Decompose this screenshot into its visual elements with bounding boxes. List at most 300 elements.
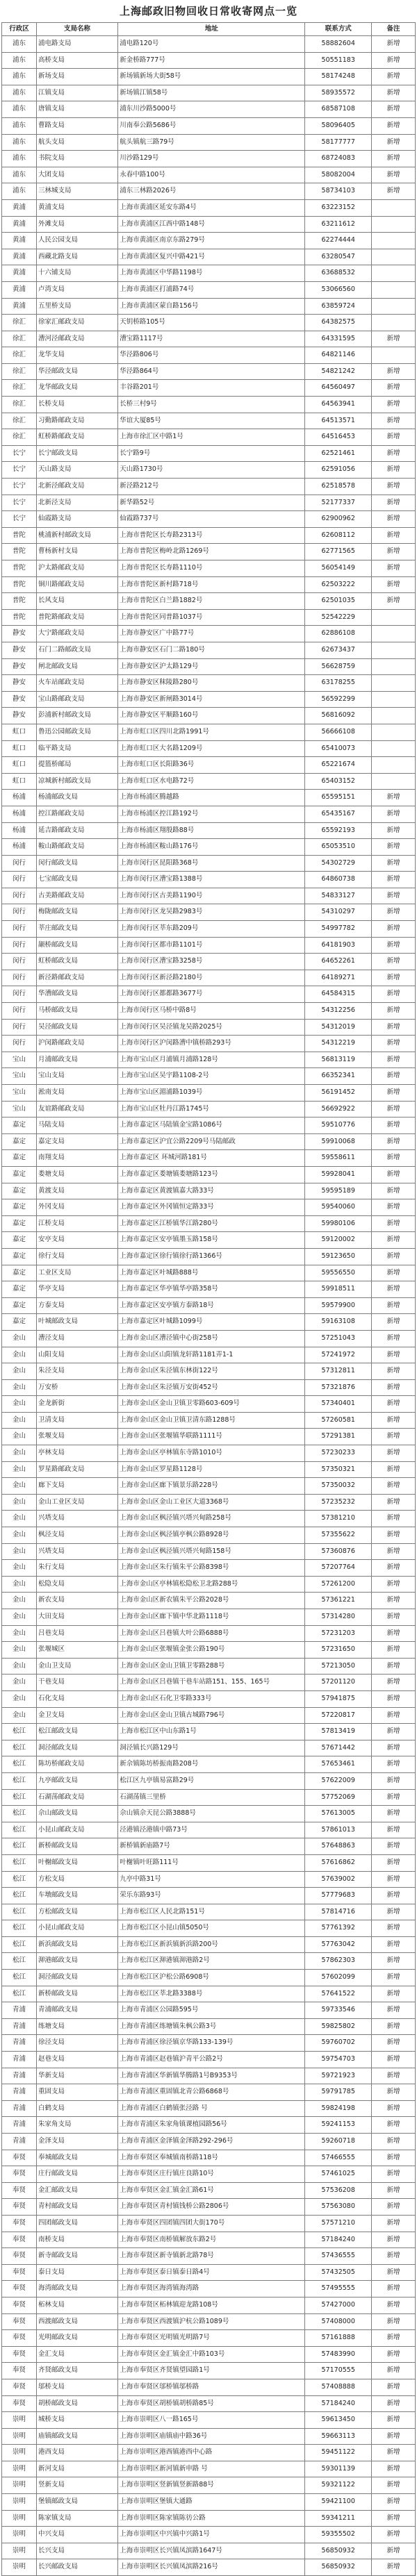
cell-phone: 68724083 [305,151,372,167]
cell-phone: 59825802 [305,2018,372,2035]
cell-address: 上海市青浦区朱家角镇课植园路56号 [118,2117,305,2134]
cell-branch-name: 西藏北路支局 [36,249,117,265]
cell-district: 松江 [2,1740,37,1756]
cell-remark: 新增 [372,2166,416,2183]
cell-phone: 57436555 [305,2248,372,2265]
cell-branch-name: 南翔支局 [36,1150,117,1167]
cell-district: 普陀 [2,544,37,560]
table-row [2,1707,416,1724]
cell-branch-name: 临平路支局 [36,740,117,757]
cell-branch-name: 练塘支局 [36,2018,117,2035]
cell-address: 航头镇航三路79号 [118,134,305,151]
cell-district: 松江 [2,1772,37,1789]
cell-phone: 54312019 [305,1019,372,1036]
cell-remark: 新增 [372,363,416,380]
table-row [2,2199,416,2216]
cell-branch-name: 青浦邮政支局 [36,2002,117,2019]
cell-address: 上海市松江区新浜镇新浜路200号 [118,1936,305,1953]
cell-branch-name: 曹杨新村支局 [36,544,117,560]
cell-district: 青浦 [2,2052,37,2068]
cell-district: 嘉定 [2,1314,37,1331]
cell-address: 上海市奉贤区南桥镇解放东路2号 [118,2232,305,2248]
table-row [2,1920,416,1937]
table-row [2,904,416,921]
cell-branch-name: 彭浦新村邮政支局 [36,708,117,724]
table-row [2,2100,416,2117]
cell-address: 上海市闵行区沪闵路漕中镇桥路293号 [118,1036,305,1052]
cell-phone: 57350032 [305,1478,372,1495]
table-row [2,757,416,774]
cell-address: 上海市嘉定区黄渡镇嘉大路33号 [118,1183,305,1199]
cell-phone: 57408888 [305,2379,372,2395]
cell-phone: 57207764 [305,1560,372,1577]
cell-phone: 57763042 [305,1936,372,1953]
cell-address: 上海市金山区朱泾镇东林街122号 [118,1363,305,1380]
cell-phone: 64821146 [305,347,372,364]
cell-branch-name: 华新支局 [36,2068,117,2084]
cell-remark: 新增 [372,2117,416,2134]
cell-remark: 新增 [372,2018,416,2035]
table-row [2,2232,416,2248]
cell-branch-name: 外滩支局 [36,216,117,233]
table-row [2,1871,416,1888]
cell-branch-name: 朱泾支局 [36,1363,117,1380]
cell-remark [372,281,416,298]
cell-remark: 新增 [372,1806,416,1822]
table-row [2,1363,416,1380]
cell-remark: 新增 [372,1904,416,1920]
cell-branch-name: 金泽支局 [36,2134,117,2150]
cell-branch-name: 淞南支局 [36,1085,117,1102]
table-row [2,1281,416,1298]
cell-phone: 64860738 [305,872,372,888]
cell-address: 上海市嘉定区江桥镇华江路280号 [118,1215,305,1232]
table-row [2,1986,416,2002]
cell-branch-name: 陈家镇支局 [36,2510,117,2527]
cell-address: 松江区九亭镇易富路29号 [118,1772,305,1789]
table-row [2,445,416,462]
table-row [2,183,416,200]
cell-phone: 57461025 [305,2166,372,2183]
cell-address: 上海市闵行区马桥中路8号 [118,1003,305,1020]
cell-remark: 新增 [372,1888,416,1904]
cell-phone: 64189271 [305,970,372,986]
cell-address: 上海市金山区枫泾镇兴塔兴甸路158号 [118,1543,305,1560]
cell-address: 上海市金山区金山卫镇古城路796号 [118,1707,305,1724]
cell-district: 嘉定 [2,1133,37,1150]
table-row [2,397,416,413]
cell-district: 静安 [2,642,37,658]
table-row [2,511,416,528]
cell-branch-name: 金山卫支局 [36,1658,117,1675]
cell-remark: 新增 [372,1396,416,1413]
table-row [2,790,416,806]
header-remark: 备注 [372,23,416,36]
cell-district: 嘉定 [2,1150,37,1167]
cell-district: 奉贤 [2,2395,37,2412]
cell-district: 金山 [2,1461,37,1478]
cell-remark: 新增 [372,2215,416,2232]
cell-district: 青浦 [2,2002,37,2019]
cell-remark: 新增 [372,101,416,118]
cell-address: 上海市嘉定区安亭镇墨玉路158号 [118,1232,305,1249]
cell-branch-name: 航头支局 [36,134,117,151]
cell-district: 闵行 [2,904,37,921]
cell-address: 川沙路129号 [118,151,305,167]
cell-address: 上海市嘉定区叶城路888号 [118,1265,305,1281]
table-row [2,1019,416,1036]
cell-address: 上海市奉贤区四团镇四团大街170号 [118,2215,305,2232]
cell-address: 上海市金山区山阳镇龙轩路1181弄1-1 [118,1347,305,1363]
cell-district: 闵行 [2,970,37,986]
cell-address: 上海市静安区新闸路3014号 [118,691,305,708]
cell-branch-name: 新场支局 [36,69,117,85]
header-district: 行政区 [2,23,37,36]
cell-remark: 新增 [372,1690,416,1707]
cell-address: 浦东三林路2026号 [118,183,305,200]
cell-district: 长宁 [2,495,37,511]
cell-branch-name: 金龙新街 [36,1396,117,1413]
table-row [2,642,416,658]
cell-branch-name: 仙霞路支局 [36,511,117,528]
cell-remark: 新增 [372,937,416,954]
cell-phone: 57251043 [305,1330,372,1347]
cell-address: 华谊大厦85号 [118,413,305,429]
table-row [2,1036,416,1052]
cell-branch-name: 大团支局 [36,167,117,183]
cell-remark: 新增 [372,2264,416,2281]
cell-branch-name: 重固支局 [36,2084,117,2101]
cell-phone: 64331595 [305,331,372,347]
cell-phone: 64516453 [305,429,372,446]
table-row [2,626,416,642]
cell-branch-name: 普陀路邮政支局 [36,609,117,626]
cell-remark: 新增 [372,1576,416,1593]
cell-phone: 59918511 [305,1281,372,1298]
cell-address: 上海市杨浦区腾越路 [118,790,305,806]
cell-district: 金山 [2,1445,37,1462]
cell-remark [372,691,416,708]
cell-phone: 56628759 [305,658,372,675]
cell-branch-name: 黄渡支局 [36,1183,117,1199]
cell-phone: 57230233 [305,1445,372,1462]
cell-remark: 新增 [372,69,416,85]
cell-address: 上海市崇明区堡镇大通路 [118,2494,305,2511]
cell-phone: 57653461 [305,1756,372,1773]
cell-phone: 65403152 [305,773,372,790]
cell-address: 上海市杨浦区鞍山路176号 [118,839,305,856]
cell-phone: 54833127 [305,888,372,904]
cell-district: 奉贤 [2,2330,37,2347]
cell-remark [372,658,416,675]
cell-address: 上海市嘉定区外冈镇恒定路33号 [118,1199,305,1216]
cell-address: 新场镇新场大街58号 [118,69,305,85]
cell-remark: 新增 [372,1838,416,1855]
cell-address: 上海市崇明区长兴镇凤滨路1647号 [118,2543,305,2559]
cell-district: 奉贤 [2,2166,37,2183]
cell-address: 上海市闵行区吴泾镇龙吴路2025号 [118,1019,305,1036]
cell-branch-name: 四团邮政支局 [36,2215,117,2232]
cell-address: 上海市奉贤区西渡镇沪杭公路1089号 [118,2313,305,2330]
table-row [2,1248,416,1265]
table-row [2,1740,416,1756]
cell-phone: 57201120 [305,1675,372,1691]
cell-branch-name: 江镇支局 [36,85,117,101]
table-row [2,413,416,429]
cell-branch-name: 凉城新村邮政支局 [36,773,117,790]
cell-branch-name: 梅陇邮政支局 [36,904,117,921]
page-title: 上海邮政旧物回收日常收寄网点一览 [119,5,297,17]
cell-phone: 68587108 [305,101,372,118]
cell-phone: 59123650 [305,1248,372,1265]
cell-phone: 57291381 [305,1429,372,1445]
cell-phone: 59760702 [305,2035,372,2052]
table-row [2,1199,416,1216]
table-row [2,1658,416,1675]
cell-remark: 新增 [372,2379,416,2395]
cell-remark: 新增 [372,2068,416,2084]
cell-remark [372,609,416,626]
cell-remark: 新增 [372,2297,416,2313]
cell-branch-name: 海湾邮政支局 [36,2281,117,2297]
cell-branch-name: 陈坊桥邮政支局 [36,1756,117,1773]
cell-address: 上海市金山区石化卫零路333号 [118,1690,305,1707]
table-row [2,2428,416,2445]
cell-district: 徐汇 [2,331,37,347]
cell-address: 上海市普陀区新村路718号 [118,576,305,593]
cell-phone: 57261200 [305,1576,372,1593]
cell-phone: 59910068 [305,1133,372,1150]
cell-branch-name: 吕巷支局 [36,1625,117,1642]
cell-address: 上海市静安区平顺路160号 [118,708,305,724]
cell-branch-name: 庙镇邮政支局 [36,2428,117,2445]
cell-phone: 56692922 [305,1101,372,1117]
cell-phone: 57466555 [305,2150,372,2166]
cell-address: 上海市青浦区金泽镇金泽路292-296号 [118,2134,305,2150]
cell-district: 青浦 [2,2117,37,2134]
cell-district: 闵行 [2,1003,37,1020]
cell-district: 长宁 [2,479,37,495]
cell-address: 华泾路864号 [118,363,305,380]
cell-district: 青浦 [2,2134,37,2150]
table-row [2,576,416,593]
cell-phone: 53066560 [305,281,372,298]
table-row [2,2215,416,2232]
table-row [2,281,416,298]
cell-branch-name: 新浜邮政支局 [36,1936,117,1953]
cell-district: 金山 [2,1560,37,1577]
cell-phone: 58082004 [305,167,372,183]
cell-district: 金山 [2,1494,37,1511]
cell-address: 新场镇江镇58号 [118,85,305,101]
cell-branch-name: 廊下支局 [36,1478,117,1495]
cell-remark: 新增 [372,872,416,888]
cell-district: 普陀 [2,576,37,593]
table-row [2,658,416,675]
cell-phone: 54310297 [305,904,372,921]
cell-remark: 新增 [372,921,416,938]
cell-remark: 新增 [372,1215,416,1232]
table-row [2,1772,416,1789]
cell-address: 上海市崇明区长兴镇凤滨路216号 [118,2559,305,2576]
table-row [2,2477,416,2494]
table-row [2,2134,416,2150]
cell-remark: 新增 [372,806,416,822]
cell-remark: 新增 [372,429,416,446]
cell-branch-name: 卫清支局 [36,1412,117,1429]
table-row [2,1445,416,1462]
cell-district: 静安 [2,675,37,692]
cell-remark [372,724,416,740]
table-row [2,1560,416,1577]
cell-branch-name: 黄浦支局 [36,199,117,216]
cell-remark: 新增 [372,2412,416,2429]
cell-branch-name: 外冈支局 [36,1199,117,1216]
table-row [2,970,416,986]
cell-phone: 57184240 [305,2232,372,2248]
cell-phone: 62900962 [305,511,372,528]
cell-address: 上海市崇明区竖新镇竖新路88号 [118,2477,305,2494]
cell-remark: 新增 [372,2002,416,2019]
table-row [2,888,416,904]
cell-branch-name: 叶城邮政支局 [36,1314,117,1331]
cell-address: 天钥桥路105号 [118,315,305,331]
cell-remark: 新增 [372,1199,416,1216]
cell-phone: 65435167 [305,806,372,822]
cell-district: 浦东 [2,69,37,85]
cell-remark: 新增 [372,413,416,429]
cell-branch-name: 长桥支局 [36,397,117,413]
cell-phone: 57648863 [305,1838,372,1855]
cell-district: 静安 [2,691,37,708]
cell-branch-name: 徐泾支局 [36,2035,117,2052]
cell-remark: 新增 [372,1330,416,1347]
cell-remark: 新增 [372,1936,416,1953]
cell-phone: 52177337 [305,495,372,511]
cell-phone: 62886108 [305,626,372,642]
table-row [2,2117,416,2134]
cell-district: 金山 [2,1642,37,1659]
cell-address: 天山路1730号 [118,462,305,479]
table-row [2,1150,416,1167]
cell-remark: 新增 [372,1019,416,1036]
cell-address: 上海市闵行区古美路1190号 [118,888,305,904]
cell-remark: 新增 [372,2527,416,2543]
table-row [2,839,416,856]
cell-district: 嘉定 [2,1297,37,1314]
cell-address: 上海市嘉定区娄塘镇娄塘路123号 [118,1166,305,1183]
table-row [2,1690,416,1707]
cell-remark: 新增 [372,2199,416,2216]
cell-phone: 52542229 [305,609,372,626]
cell-district: 静安 [2,708,37,724]
cell-phone: 57761392 [305,1920,372,1937]
cell-branch-name: 光明邮政支局 [36,2330,117,2347]
cell-address: 上海市闵行区昆阳路368号 [118,855,305,872]
cell-remark: 新增 [372,1986,416,2002]
cell-remark: 新增 [372,1724,416,1740]
cell-district: 嘉定 [2,1281,37,1298]
cell-phone: 57671442 [305,1740,372,1756]
cell-branch-name: 长风支局 [36,593,117,610]
table-row [2,1494,416,1511]
cell-remark: 新增 [372,2461,416,2477]
cell-address: 上海市闵行区龙吴路2983号 [118,904,305,921]
cell-district: 松江 [2,1806,37,1822]
cell-branch-name: 铜川路邮政支局 [36,576,117,593]
cell-branch-name: 小昆山邮政支局 [36,1920,117,1937]
cell-phone: 64563941 [305,397,372,413]
table-row [2,1003,416,1020]
cell-branch-name: 泖港邮政支局 [36,1953,117,1970]
post-office-table [1,22,416,2576]
cell-branch-name: 安亭支局 [36,1232,117,1249]
cell-address: 上海市金山区张堰镇华联路1111号 [118,1429,305,1445]
cell-phone: 59451122 [305,2445,372,2461]
cell-address: 上海市金山区吕巷镇大叶公路6888号 [118,1625,305,1642]
table-row [2,1068,416,1085]
cell-phone: 62521461 [305,445,372,462]
cell-remark [372,740,416,757]
cell-remark: 新增 [372,380,416,397]
cell-remark: 新增 [372,511,416,528]
cell-phone: 57231203 [305,1625,372,1642]
table-row [2,1166,416,1183]
cell-branch-name: 大宁路邮政支局 [36,626,117,642]
cell-remark: 新增 [372,1281,416,1298]
table-row [2,986,416,1003]
cell-remark: 新增 [372,151,416,167]
cell-address: 上海市嘉定区叶城路1099号 [118,1314,305,1331]
cell-address: 上海市静安区广中路77号 [118,626,305,642]
cell-district: 崇明 [2,2477,37,2494]
table-row [2,2002,416,2019]
cell-phone: 59510776 [305,1117,372,1134]
table-row [2,2445,416,2461]
cell-district: 徐汇 [2,397,37,413]
cell-branch-name: 金汇支局 [36,2346,117,2363]
cell-remark: 新增 [372,1871,416,1888]
cell-address: 新泾路212号 [118,479,305,495]
cell-branch-name: 松江邮政支局 [36,1724,117,1740]
table-row [2,1642,416,1659]
cell-remark: 新增 [372,2035,416,2052]
cell-address: 上海市崇明区港西镇港西中心路 [118,2445,305,2461]
cell-address: 上海市奉贤区泰日镇泰日路4号 [118,2264,305,2281]
cell-phone: 58935572 [305,85,372,101]
cell-district: 浦东 [2,117,37,134]
cell-remark: 新增 [372,1133,416,1150]
cell-phone: 57260581 [305,1412,372,1429]
cell-district: 杨浦 [2,839,37,856]
cell-phone: 63859724 [305,298,372,315]
cell-address: 上海市黄浦区延安东路4号 [118,199,305,216]
cell-address: 上海市青浦区赵巷镇沪青平公路2号 [118,2052,305,2068]
cell-branch-name: 龙华邮政支局 [36,380,117,397]
cell-remark: 新增 [372,2100,416,2117]
cell-remark [372,675,416,692]
cell-remark: 新增 [372,1756,416,1773]
cell-phone: 57360876 [305,1543,372,1560]
cell-phone: 62518578 [305,479,372,495]
cell-district: 奉贤 [2,2379,37,2395]
cell-branch-name: 方松支局 [36,1871,117,1888]
table-row [2,560,416,577]
cell-district: 浦东 [2,36,37,53]
table-row [2,2494,416,2511]
table-row [2,2297,416,2313]
cell-district: 虹口 [2,724,37,740]
